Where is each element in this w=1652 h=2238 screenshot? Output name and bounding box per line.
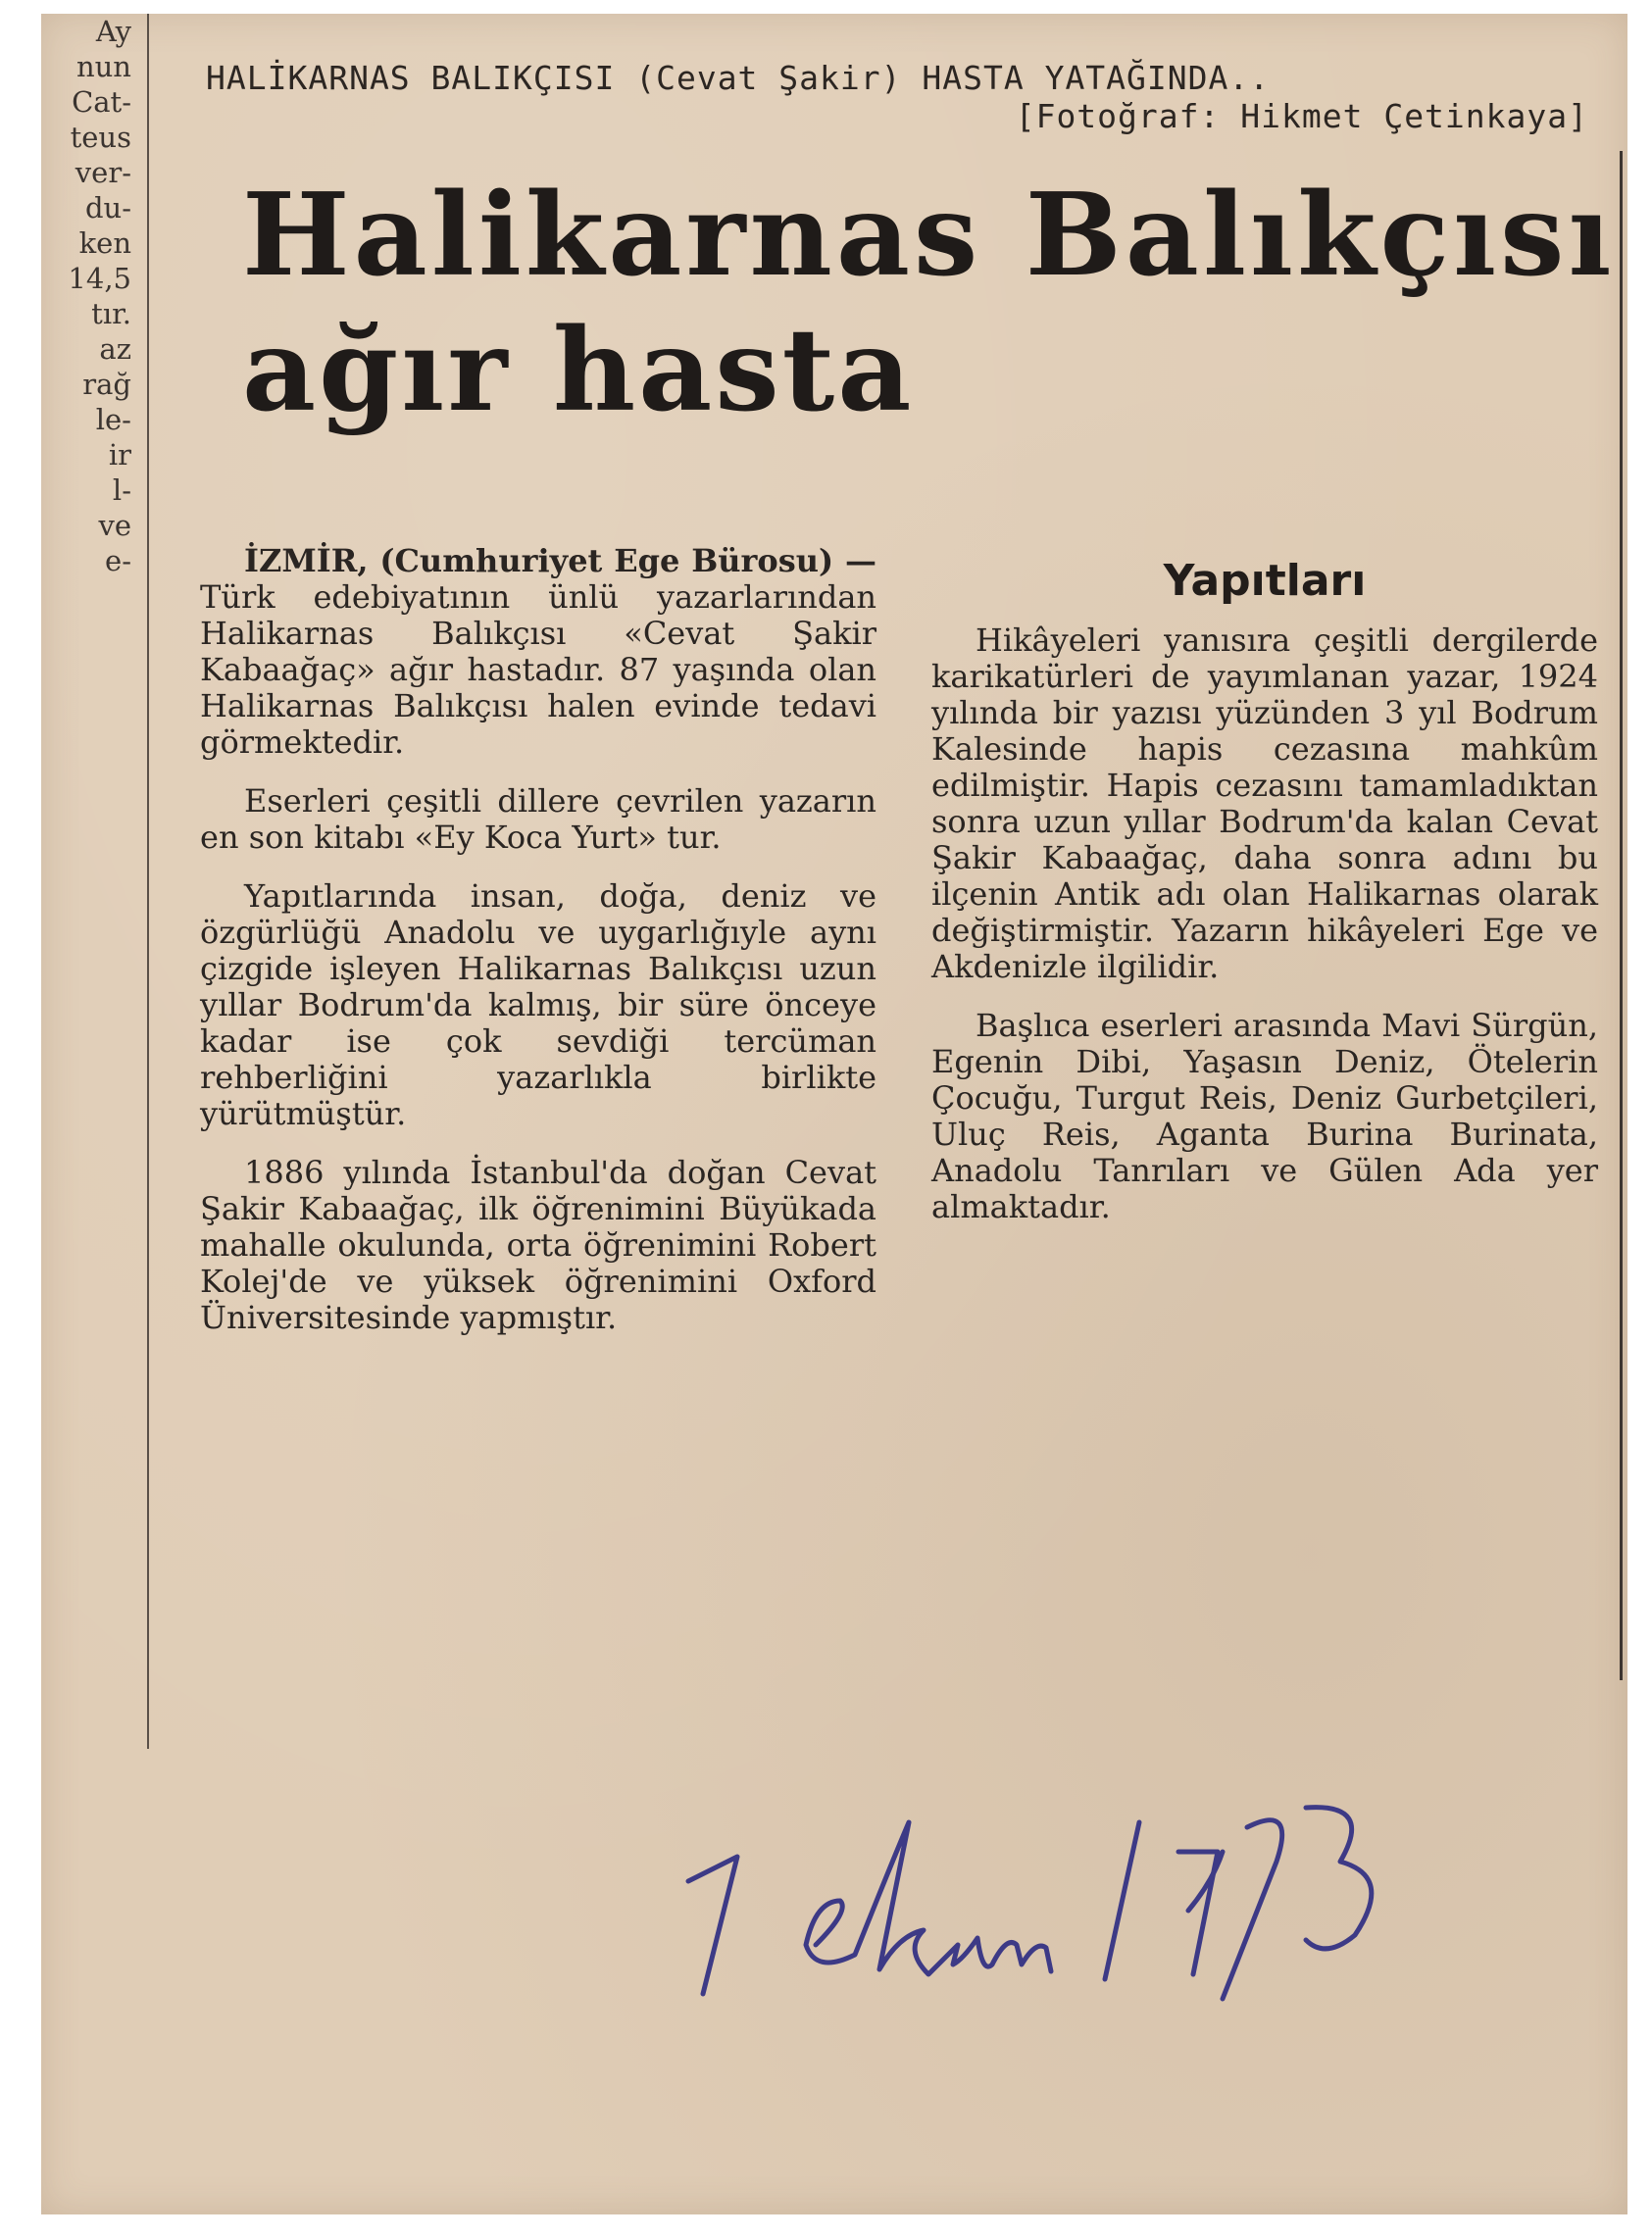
bleed-line: teus [70,121,131,154]
bleed-line: e- [105,544,131,577]
handwritten-date-drawing [669,1764,1414,2018]
bleed-line: nun [75,50,131,83]
adjacent-column-fragment [41,14,135,1190]
bleed-line: l- [112,473,131,507]
article-column-left [200,543,876,1359]
bleed-line: tır. [91,297,131,330]
caption-title: HALİKARNAS BALIKÇISI (Cevat Şakir) HASTA YATAĞINDA.. [206,59,1271,97]
headline-line-2: ağır hasta [242,304,915,437]
column-divider-right [1620,151,1623,1680]
column-divider-left [147,14,149,1749]
article-column-right [931,543,1598,1248]
article-paragraph-6: Başlıca eserleri arasında Mavi Sürgün, Egenin Dibi, Yaşasın Deniz, Ötelerin Çocuğu, Turgut Reis, Deniz Gurbetçileri, Uluç Reis, Aganta Burina Burinata, Anadolu Tanrıları ve Gülen Ada yer almaktadır. [931,1007,1598,1225]
article-paragraph-1 [200,543,876,761]
article-paragraph-4: 1886 yılında İstanbul'da doğan Cevat Şakir Kabaağaç, ilk öğrenimini Büyükada mahalle okulunda, orta öğrenimini Robert Kolej'de ve yüksek öğrenimini Oxford Üniversitesinde yapmıştır. [200,1154,876,1336]
bleed-line: ver- [75,156,131,189]
headline [242,169,1616,437]
photo-caption [206,59,1618,135]
headline-line-1: Halikarnas Balıkçısı [242,169,1616,302]
dateline: İZMİR, (Cumhuriyet Ege Bürosu) — [244,542,876,579]
bleed-line: ve [98,509,131,542]
bleed-line: ken [78,226,131,260]
bleed-line: Cat- [72,85,131,119]
subheading: Yapıtları [1163,556,1367,606]
bleed-line: rağ [82,368,131,401]
paragraph-1-body: Türk edebiyatının ünlü yazarlarından Halikarnas Balıkçısı «Cevat Şakir Kabaağaç» ağır hastadır. 87 yaşında olan Halikarnas Balıkçısı halen evinde tedavi görmektedir. [200,578,876,761]
article-paragraph-5: Hikâyeleri yanısıra çeşitli dergilerde karikatürleri de yayımlanan yazar, 1924 yılında bir yazısı yüzünden 3 yıl Bodrum Kalesinde hapis cezasına mahkûm edilmiştir. Hapis cezasını tamamladıktan sonra uzun yıllar Bodrum'da kalan Cevat Şakir Kabaağaç, daha sonra adını bu ilçenin Antik adı olan Halikarnas olarak değiştirmiştir. Yazarın hikâyeleri Ege ve Akdenizle ilgilidir. [931,622,1598,985]
bleed-line: du- [84,191,131,224]
bleed-line: az [99,332,131,366]
article-paragraph-3: Yapıtlarında insan, doğa, deniz ve özgürlüğü Anadolu ve uygarlığıyle aynı çizgide işleyen Halikarnas Balıkçısı uzun yıllar Bodrum'da kalmış, bir süre önceye kadar ise çok sevdiği tercüman rehberliğini yazarlıkla birlikte yürütmüştür. [200,877,876,1132]
article-paragraph-2: Eserleri çeşitli dillere çevrilen yazarın en son kitabı «Ey Koca Yurt» tur. [200,782,876,856]
photo-credit: [Fotoğraf: Hikmet Çetinkaya] [1015,97,1588,135]
bleed-line: 14,5 [68,262,131,295]
bleed-line: ir [108,438,131,472]
newspaper-clipping [41,14,1627,2214]
bleed-line: le- [95,403,131,436]
bleed-line: Ay [95,15,131,48]
handwritten-date [669,1764,1414,2018]
